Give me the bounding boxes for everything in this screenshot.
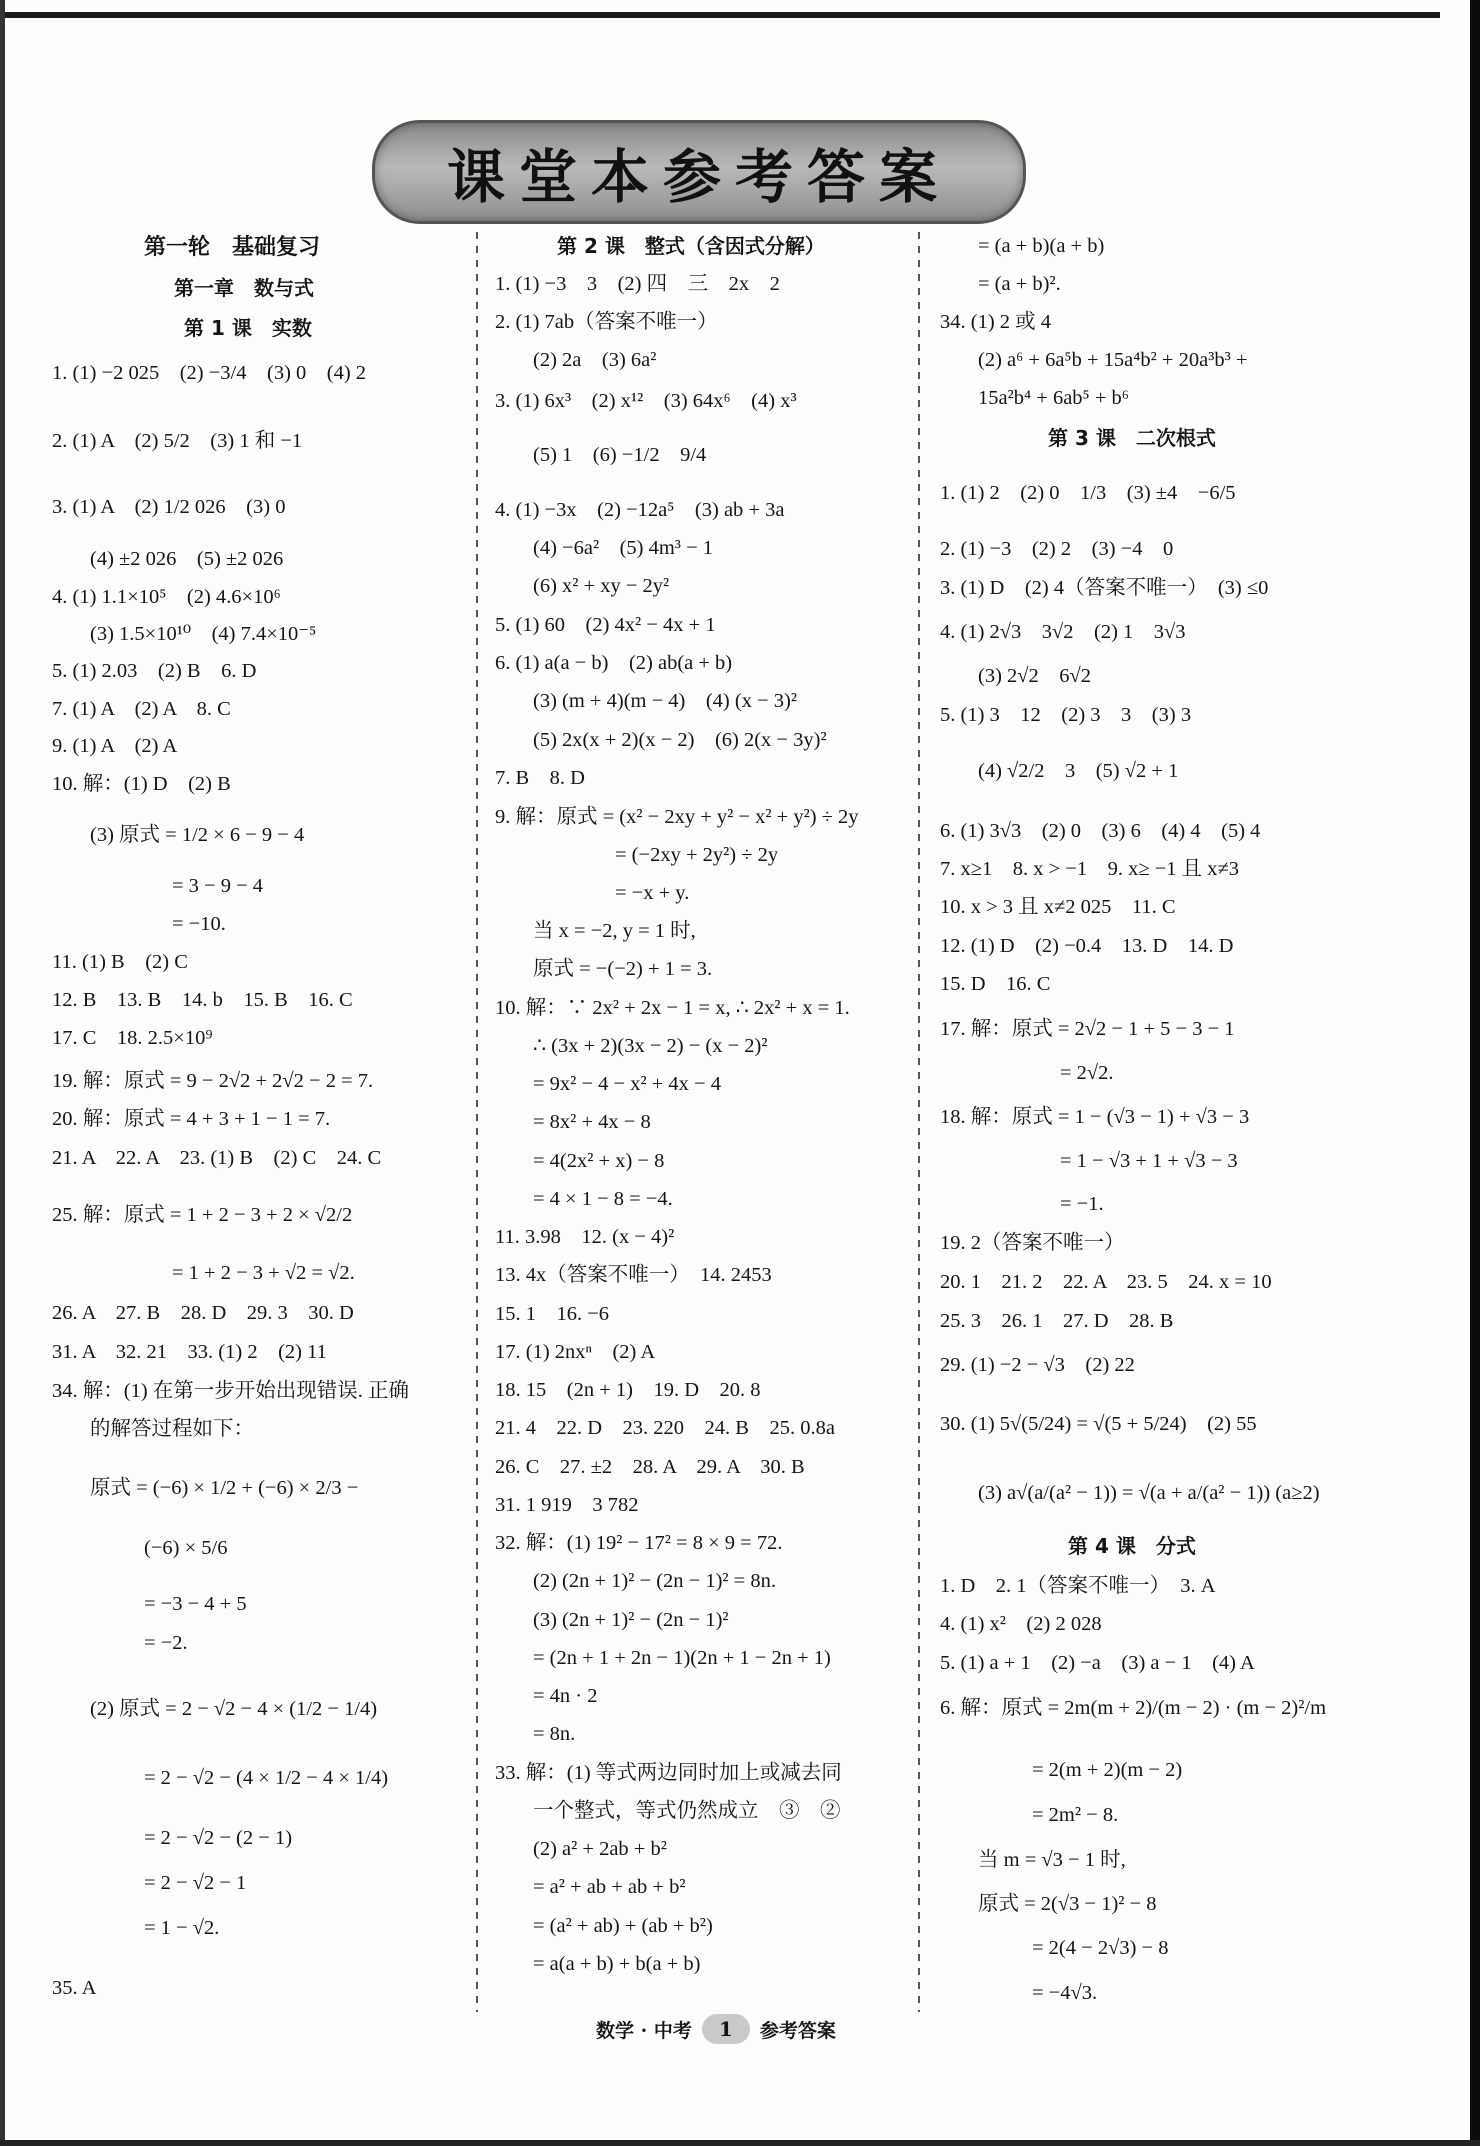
answer-line: (4) √2/2 3 (5) √2 + 1 bbox=[978, 760, 1179, 782]
answer-line: 当 x = −2, y = 1 时, bbox=[533, 920, 696, 942]
answer-line: 7. x≥1 8. x > −1 9. x≥ −1 且 x≠3 bbox=[940, 858, 1240, 880]
answer-line: = (2n + 1 + 2n − 1)(2n + 1 − 2n + 1) bbox=[533, 1647, 831, 1669]
answer-line: 33. 解：(1) 等式两边同时加上或减去同 bbox=[495, 1762, 842, 1784]
answer-line: 1. (1) −2 025 (2) −3/4 (3) 0 (4) 2 bbox=[52, 362, 367, 384]
answer-line: 12. B 13. B 14. b 15. B 16. C bbox=[52, 989, 353, 1011]
scan-edge-bottom bbox=[0, 2140, 1480, 2146]
answer-line: 6. (1) 3√3 (2) 0 (3) 6 (4) 4 (5) 4 bbox=[940, 820, 1261, 842]
answer-line: 3. (1) A (2) 1/2 026 (3) 0 bbox=[52, 496, 286, 518]
answer-line: (2) 原式 = 2 − √2 − 4 × (1/2 − 1/4) bbox=[90, 1698, 378, 1720]
answer-line: = (−2xy + 2y²) ÷ 2y bbox=[615, 844, 779, 866]
scan-edge-top bbox=[0, 12, 1440, 18]
footer-subject: 数学 · 中考 bbox=[596, 2019, 692, 2042]
lesson-heading: 第 4 课 分式 bbox=[1068, 1534, 1196, 1558]
answer-line: = (a + b)(a + b) bbox=[978, 235, 1105, 257]
page-title-banner bbox=[372, 120, 1026, 224]
answer-line: (3) (2n + 1)² − (2n − 1)² bbox=[533, 1609, 729, 1631]
footer-section: 参考答案 bbox=[759, 2019, 836, 2042]
answer-line: = 1 + 2 − 3 + √2 = √2. bbox=[172, 1262, 355, 1284]
answer-line: = 2 − √2 − 1 bbox=[144, 1872, 247, 1894]
answer-line: (4) ±2 026 (5) ±2 026 bbox=[90, 548, 284, 570]
answer-column-2 bbox=[495, 228, 910, 2008]
column-divider bbox=[918, 232, 924, 2012]
answer-line: = 1 − √2. bbox=[144, 1917, 220, 1939]
answer-line: 4. (1) −3x (2) −12a⁵ (3) ab + 3a bbox=[495, 499, 785, 521]
answer-line: = 8x² + 4x − 8 bbox=[533, 1111, 651, 1133]
answer-line: = a(a + b) + b(a + b) bbox=[533, 1953, 701, 1975]
answer-line: 29. (1) −2 − √3 (2) 22 bbox=[940, 1354, 1135, 1376]
answer-line: (6) x² + xy − 2y² bbox=[533, 575, 670, 597]
answer-line: = 4n · 2 bbox=[533, 1685, 598, 1707]
answer-line: 31. 1 919 3 782 bbox=[495, 1494, 639, 1516]
answer-line: (3) 原式 = 1/2 × 6 − 9 − 4 bbox=[90, 824, 305, 846]
answer-line: 10. x > 3 且 x≠2 025 11. C bbox=[940, 896, 1176, 918]
answer-line: 原式 = 2(√3 − 1)² − 8 bbox=[978, 1893, 1157, 1915]
answer-line: (5) 2x(x + 2)(x − 2) (6) 2(x − 3y)² bbox=[533, 729, 827, 751]
answer-line: 30. (1) 5√(5/24) = √(5 + 5/24) (2) 55 bbox=[940, 1413, 1257, 1435]
column-divider bbox=[476, 232, 482, 2012]
answer-line: 17. C 18. 2.5×10⁹ bbox=[52, 1027, 213, 1049]
answer-line: 11. (1) B (2) C bbox=[52, 951, 188, 973]
answer-line: (−6) × 5/6 bbox=[144, 1537, 228, 1559]
answer-line: = 2 − √2 − (2 − 1) bbox=[144, 1827, 293, 1849]
answer-line: 31. A 32. 21 33. (1) 2 (2) 11 bbox=[52, 1341, 327, 1363]
answer-line: 20. 解：原式 = 4 + 3 + 1 − 1 = 7. bbox=[52, 1108, 331, 1130]
answer-line: = (a + b)². bbox=[978, 273, 1061, 295]
answer-line: 17. 解：原式 = 2√2 − 1 + 5 − 3 − 1 bbox=[940, 1018, 1235, 1040]
answer-line: = −10. bbox=[172, 913, 226, 935]
answer-line: 7. B 8. D bbox=[495, 767, 585, 789]
answer-line: 4. (1) 2√3 3√2 (2) 1 3√3 bbox=[940, 621, 1186, 643]
answer-line: 2. (1) −3 (2) 2 (3) −4 0 bbox=[940, 538, 1174, 560]
answer-line: 25. 解：原式 = 1 + 2 − 3 + 2 × √2/2 bbox=[52, 1204, 353, 1226]
answer-line: 的解答过程如下： bbox=[90, 1418, 254, 1440]
answer-line: = −1. bbox=[1060, 1193, 1104, 1215]
answer-line: = 8n. bbox=[533, 1723, 576, 1745]
answer-line: 5. (1) 3 12 (2) 3 3 (3) 3 bbox=[940, 704, 1192, 726]
answer-line: 3. (1) D (2) 4（答案不唯一） (3) ≤0 bbox=[940, 577, 1269, 599]
answer-line: 2. (1) A (2) 5/2 (3) 1 和 −1 bbox=[52, 430, 303, 452]
answer-line: (2) 2a (3) 6a² bbox=[533, 349, 657, 371]
scan-edge-right bbox=[1470, 0, 1480, 2146]
answer-line: 1. (1) −3 3 (2) 四 三 2x 2 bbox=[495, 273, 780, 295]
answer-line: 5. (1) a + 1 (2) −a (3) a − 1 (4) A bbox=[940, 1652, 1255, 1674]
answer-line: 1. D 2. 1（答案不唯一） 3. A bbox=[940, 1575, 1216, 1597]
answer-line: 20. 1 21. 2 22. A 23. 5 24. x = 10 bbox=[940, 1271, 1272, 1293]
scan-edge-left bbox=[0, 0, 5, 2146]
answer-line: = −4√3. bbox=[1032, 1982, 1098, 2004]
answer-line: = 2(4 − 2√3) − 8 bbox=[1032, 1937, 1169, 1959]
answer-line: (2) (2n + 1)² − (2n − 1)² = 8n. bbox=[533, 1570, 776, 1592]
answer-line: 6. (1) a(a − b) (2) ab(a + b) bbox=[495, 652, 733, 674]
answer-line: = 2√2. bbox=[1060, 1062, 1114, 1084]
answer-line: 11. 3.98 12. (x − 4)² bbox=[495, 1226, 675, 1248]
answer-line: 15a²b⁴ + 6ab⁵ + b⁶ bbox=[978, 387, 1129, 409]
answer-line: 10. 解：∵ 2x² + 2x − 1 = x, ∴ 2x² + x = 1. bbox=[495, 997, 850, 1019]
answer-line: = 2(m + 2)(m − 2) bbox=[1032, 1759, 1183, 1781]
answer-line: 19. 解：原式 = 9 − 2√2 + 2√2 − 2 = 7. bbox=[52, 1070, 374, 1092]
answer-line: (2) a² + 2ab + b² bbox=[533, 1838, 667, 1860]
answer-line: 21. A 22. A 23. (1) B (2) C 24. C bbox=[52, 1147, 382, 1169]
answer-line: 15. D 16. C bbox=[940, 973, 1051, 995]
answer-line: = 4(2x² + x) − 8 bbox=[533, 1150, 665, 1172]
page-footer bbox=[596, 2012, 836, 2046]
answer-line: 5. (1) 60 (2) 4x² − 4x + 1 bbox=[495, 614, 716, 636]
answer-line: 18. 解：原式 = 1 − (√3 − 1) + √3 − 3 bbox=[940, 1106, 1250, 1128]
answer-line: 13. 4x（答案不唯一） 14. 2453 bbox=[495, 1264, 772, 1286]
answer-line: (4) −6a² (5) 4m³ − 1 bbox=[533, 537, 714, 559]
answer-line: 19. 2（答案不唯一） bbox=[940, 1232, 1125, 1254]
answer-line: = −2. bbox=[144, 1632, 188, 1654]
answer-line: = 1 − √3 + 1 + √3 − 3 bbox=[1060, 1150, 1238, 1172]
answer-line: = 2m² − 8. bbox=[1032, 1804, 1119, 1826]
answer-line: = 9x² − 4 − x² + 4x − 4 bbox=[533, 1073, 721, 1095]
answer-line: 6. 解：原式 = 2m(m + 2)/(m − 2) · (m − 2)²/m bbox=[940, 1697, 1327, 1719]
answer-line: 32. 解：(1) 19² − 17² = 8 × 9 = 72. bbox=[495, 1532, 783, 1554]
answer-line: = 4 × 1 − 8 = −4. bbox=[533, 1188, 673, 1210]
answer-line: (3) 1.5×10¹⁰ (4) 7.4×10⁻⁵ bbox=[90, 623, 317, 645]
answer-line: 当 m = √3 − 1 时, bbox=[978, 1849, 1126, 1871]
answer-line: ∴ (3x + 2)(3x − 2) − (x − 2)² bbox=[533, 1035, 768, 1057]
answer-line: 15. 1 16. −6 bbox=[495, 1303, 610, 1325]
answer-line: 26. A 27. B 28. D 29. 3 30. D bbox=[52, 1302, 354, 1324]
lesson-heading: 第 3 课 二次根式 bbox=[1048, 426, 1216, 450]
answer-column-1 bbox=[52, 228, 472, 2008]
chapter-heading: 第一章 数与式 bbox=[174, 276, 314, 300]
answer-line: 2. (1) 7ab（答案不唯一） bbox=[495, 311, 718, 333]
answer-line: 原式 = (−6) × 1/2 + (−6) × 2/3 − bbox=[90, 1477, 359, 1499]
answer-line: (3) a√(a/(a² − 1)) = √(a + a/(a² − 1)) (a≥2) bbox=[978, 1482, 1320, 1504]
answer-line: = (a² + ab) + (ab + b²) bbox=[533, 1915, 713, 1937]
answer-line: 21. 4 22. D 23. 220 24. B 25. 0.8a bbox=[495, 1417, 835, 1439]
answer-line: (3) (m + 4)(m − 4) (4) (x − 3)² bbox=[533, 690, 797, 712]
answer-line: 5. (1) 2.03 (2) B 6. D bbox=[52, 660, 257, 682]
answer-line: 35. A bbox=[52, 1977, 97, 1999]
answer-line: 3. (1) 6x³ (2) x¹² (3) 64x⁶ (4) x³ bbox=[495, 390, 797, 412]
answer-line: (3) 2√2 6√2 bbox=[978, 665, 1092, 687]
answer-line: 17. (1) 2nxⁿ (2) A bbox=[495, 1341, 656, 1363]
lesson-heading: 第 2 课 整式（含因式分解） bbox=[557, 234, 825, 258]
answer-line: 10. 解：(1) D (2) B bbox=[52, 773, 231, 795]
answer-line: (2) a⁶ + 6a⁵b + 15a⁴b² + 20a³b³ + bbox=[978, 349, 1248, 371]
lesson-heading: 第 1 课 实数 bbox=[184, 316, 312, 340]
answer-line: 34. 解：(1) 在第一步开始出现错误. 正确 bbox=[52, 1380, 410, 1402]
answer-line: = −3 − 4 + 5 bbox=[144, 1593, 247, 1615]
round-heading: 第一轮 基础复习 bbox=[144, 235, 321, 260]
answer-line: (5) 1 (6) −1/2 9/4 bbox=[533, 444, 707, 466]
answer-line: 1. (1) 2 (2) 0 1/3 (3) ±4 −6/5 bbox=[940, 482, 1236, 504]
answer-line: 25. 3 26. 1 27. D 28. B bbox=[940, 1310, 1174, 1332]
page-number: 1 bbox=[702, 2014, 750, 2044]
answer-line: 18. 15 (2n + 1) 19. D 20. 8 bbox=[495, 1379, 761, 1401]
answer-column-3 bbox=[940, 228, 1380, 2008]
answer-line: 9. (1) A (2) A bbox=[52, 735, 178, 757]
answer-line: = 2 − √2 − (4 × 1/2 − 4 × 1/4) bbox=[144, 1767, 389, 1789]
answer-line: 9. 解：原式 = (x² − 2xy + y² − x² + y²) ÷ 2y bbox=[495, 806, 859, 828]
answer-line: 26. C 27. ±2 28. A 29. A 30. B bbox=[495, 1456, 805, 1478]
answer-line: 7. (1) A (2) A 8. C bbox=[52, 698, 231, 720]
answer-line: = −x + y. bbox=[615, 882, 690, 904]
page-title: 课堂本参考答案 bbox=[446, 143, 951, 211]
answer-line: 12. (1) D (2) −0.4 13. D 14. D bbox=[940, 935, 1234, 957]
answer-line: 4. (1) 1.1×10⁵ (2) 4.6×10⁶ bbox=[52, 586, 281, 608]
answer-line: 4. (1) x² (2) 2 028 bbox=[940, 1613, 1102, 1635]
answer-line: 34. (1) 2 或 4 bbox=[940, 311, 1052, 333]
answer-line: 一个整式，等式仍然成立 ③ ② bbox=[533, 1800, 841, 1822]
answer-line: 原式 = −(−2) + 1 = 3. bbox=[533, 958, 713, 980]
answer-line: = 3 − 9 − 4 bbox=[172, 875, 264, 897]
answer-line: = a² + ab + ab + b² bbox=[533, 1876, 686, 1898]
